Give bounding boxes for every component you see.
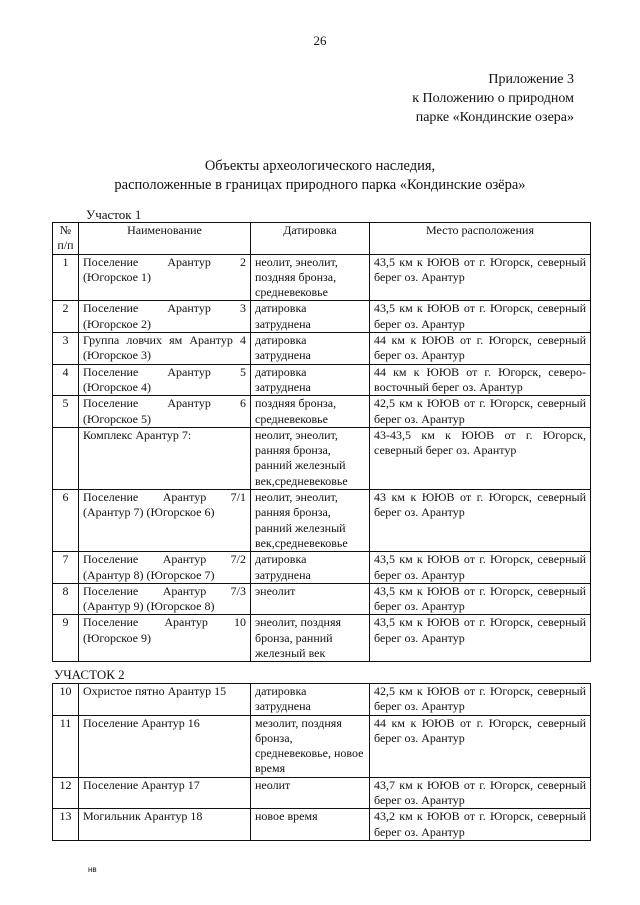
table-row [53, 777, 591, 809]
cell-dating: датировка затруднена [251, 552, 370, 584]
cell-num: 11 [53, 715, 79, 777]
cell-name: Поселение Арантур 7/3 (Арантур 9) (Югорское 8) [79, 583, 251, 615]
cell-name: Поселение Арантур 16 [79, 715, 251, 777]
cell-name: Поселение Арантур 3 (Югорское 2) [79, 301, 251, 333]
table-row [53, 396, 591, 428]
table-row [53, 364, 591, 396]
cell-location: 43,5 км к ЮЮВ от г. Югорск, северный берег оз. Арантур [370, 254, 591, 301]
cell-location: 43-43,5 км к ЮЮВ от г. Югорск, северный берег оз. Арантур [370, 427, 591, 489]
cell-num: 5 [53, 396, 79, 428]
table-row [53, 333, 591, 365]
table-row [53, 684, 591, 716]
cell-dating: датировка затруднена [251, 301, 370, 333]
cell-location: 44 км к ЮЮВ от г. Югорск, северо-восточный берег оз. Арантур [370, 364, 591, 396]
objects-table-section-1 [52, 222, 591, 662]
cell-dating: энеолит [251, 583, 370, 615]
footer-mark: нв [88, 865, 97, 874]
cell-num: 9 [53, 615, 79, 662]
appendix-line-2: к Положению о природном [412, 91, 574, 106]
title-line-2: расположенные в границах природного парка «Кондинские озёра» [114, 177, 526, 193]
cell-dating: неолит [251, 777, 370, 809]
cell-name: Поселение Арантур 6 (Югорское 5) [79, 396, 251, 428]
page-number: 26 [313, 33, 327, 48]
objects-table-section-2 [52, 683, 591, 841]
header-name: Наименование [79, 223, 251, 255]
cell-location: 44 км к ЮЮВ от г. Югорск, северный берег оз. Арантур [370, 715, 591, 777]
table-row [53, 715, 591, 777]
appendix-heading [412, 70, 574, 127]
cell-location: 44 км к ЮЮВ от г. Югорск, северный берег оз. Арантур [370, 333, 591, 365]
table-row [53, 254, 591, 301]
table-row [53, 583, 591, 615]
cell-name: Поселение Арантур 10 (Югорское 9) [79, 615, 251, 662]
cell-num: 1 [53, 254, 79, 301]
header-dating: Датировка [251, 223, 370, 255]
cell-name: Поселение Арантур 17 [79, 777, 251, 809]
cell-location: 43 км к ЮЮВ от г. Югорск, северный берег оз. Арантур [370, 490, 591, 552]
appendix-line-1: Приложение 3 [488, 72, 574, 87]
header-location: Место расположения [370, 223, 591, 255]
table-header-row [53, 223, 591, 255]
table-row [53, 427, 591, 489]
cell-num: 6 [53, 490, 79, 552]
section-2-label: УЧАСТОК 2 [54, 667, 125, 682]
section-1-label: Участок 1 [86, 207, 142, 222]
cell-location: 43,5 км к ЮЮВ от г. Югорск, северный берег оз. Арантур [370, 301, 591, 333]
cell-num: 10 [53, 684, 79, 716]
cell-num: 4 [53, 364, 79, 396]
cell-name: Поселение Арантур 5 (Югорское 4) [79, 364, 251, 396]
appendix-line-3: парке «Кондинские озера» [415, 110, 574, 125]
cell-num: 8 [53, 583, 79, 615]
cell-num: 2 [53, 301, 79, 333]
table-row [53, 615, 591, 662]
cell-dating: датировка затруднена [251, 684, 370, 716]
table-row [53, 490, 591, 552]
cell-name: Поселение Арантур 2 (Югорское 1) [79, 254, 251, 301]
cell-dating: поздняя бронза, средневековье [251, 396, 370, 428]
cell-dating: мезолит, поздняя бронза, средневековье, новое время [251, 715, 370, 777]
document-title [0, 157, 640, 195]
cell-name: Поселение Арантур 7/2 (Арантур 8) (Югорское 7) [79, 552, 251, 584]
table-row [53, 552, 591, 584]
title-line-1: Объекты археологического наследия, [204, 158, 436, 174]
cell-dating: датировка затруднена [251, 333, 370, 365]
cell-dating: неолит, энеолит, ранняя бронза, ранний железный век,средневековье [251, 490, 370, 552]
cell-location: 43,5 км к ЮЮВ от г. Югорск, северный берег оз. Арантур [370, 552, 591, 584]
cell-dating: датировка затруднена [251, 364, 370, 396]
cell-dating: энеолит, поздняя бронза, ранний железный век [251, 615, 370, 662]
cell-num: 12 [53, 777, 79, 809]
cell-name: Комплекс Арантур 7: [79, 427, 251, 489]
cell-name: Группа ловчих ям Арантур 4 (Югорское 3) [79, 333, 251, 365]
header-num: № п/п [53, 223, 79, 255]
cell-num [53, 427, 79, 489]
cell-location: 43,7 км к ЮЮВ от г. Югорск, северный берег оз. Арантур [370, 777, 591, 809]
cell-location: 43,5 км к ЮЮВ от г. Югорск, северный берег оз. Арантур [370, 615, 591, 662]
cell-name: Охристое пятно Арантур 15 [79, 684, 251, 716]
cell-dating: новое время [251, 809, 370, 841]
cell-location: 43,2 км к ЮЮВ от г. Югорск, северный берег оз. Арантур [370, 809, 591, 841]
cell-location: 42,5 км к ЮЮВ от г. Югорск, северный берег оз. Арантур [370, 684, 591, 716]
cell-num: 3 [53, 333, 79, 365]
table-row [53, 809, 591, 841]
cell-dating: неолит, энеолит, поздняя бронза, средневековье [251, 254, 370, 301]
cell-location: 43,5 км к ЮЮВ от г. Югорск, северный берег оз. Арантур [370, 583, 591, 615]
cell-location: 42,5 км к ЮЮВ от г. Югорск, северный берег оз. Арантур [370, 396, 591, 428]
cell-num: 13 [53, 809, 79, 841]
cell-dating: неолит, энеолит, ранняя бронза, ранний железный век,средневековье [251, 427, 370, 489]
cell-name: Поселение Арантур 7/1 (Арантур 7) (Югорское 6) [79, 490, 251, 552]
cell-name: Могильник Арантур 18 [79, 809, 251, 841]
table-row [53, 301, 591, 333]
cell-num: 7 [53, 552, 79, 584]
